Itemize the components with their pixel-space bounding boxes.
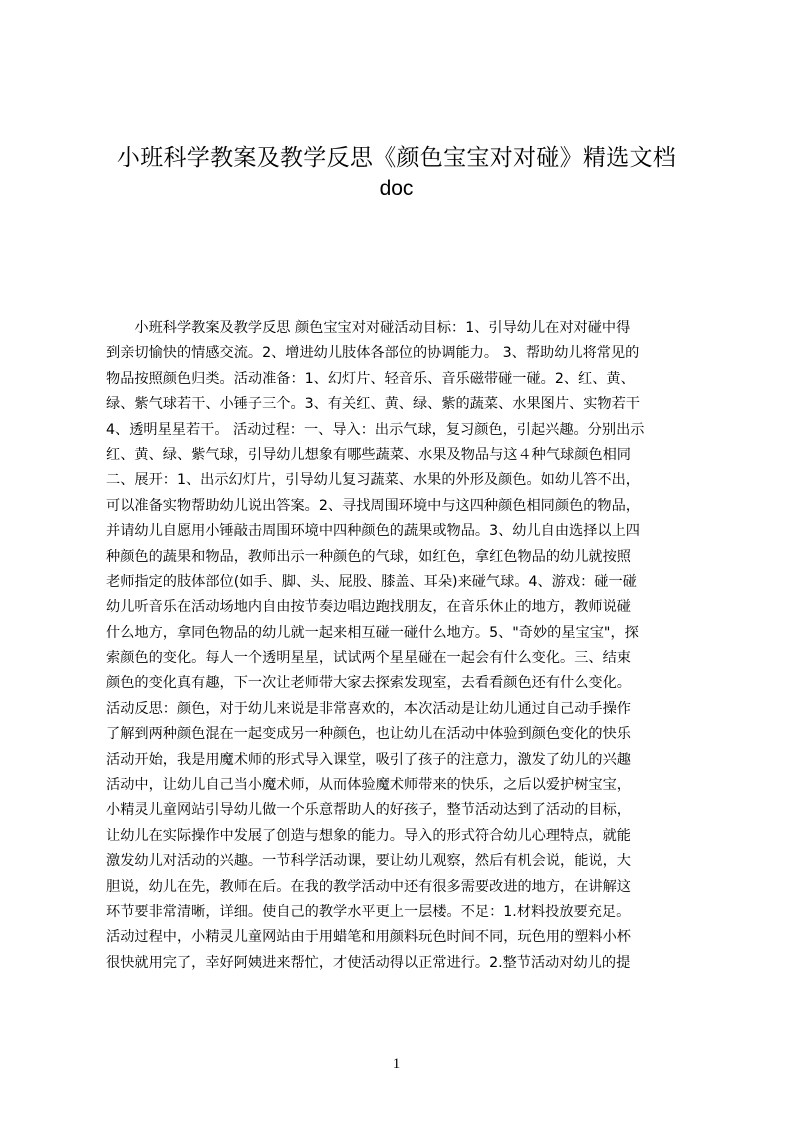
text-line: 绿、紫气球若干、小锤子三个。3、有关红、黄、绿、紫的蔬菜、水果图片、实物若干: [106, 396, 640, 413]
text-line: 小班科学教案及教学反思 颜色宝宝对对碰活动目标：1、引导幼儿在对对碰中得: [106, 320, 631, 336]
text-line: 并请幼儿自愿用小锤敲击周围环境中四种颜色的蔬果或物品。3、幼儿自由选择以上四: [106, 523, 640, 540]
text-line: 活动过程中，小精灵儿童网站由于用蜡笔和用颜料玩色时间不同，玩色用的塑料小杯: [106, 929, 631, 946]
title-line-2: doc: [379, 177, 414, 200]
text-line: 种颜色的蔬果和物品，教师出示一种颜色的气球，如红色，拿红色物品的幼儿就按照: [106, 548, 631, 565]
text-line: 激发幼儿对活动的兴趣。一节科学活动课，要让幼儿观察，然后有机会说，能说，大: [106, 853, 631, 870]
text-line: 让幼儿在实际操作中发展了创造与想象的能力。导入的形式符合幼儿心理特点，就能: [106, 827, 631, 844]
text-line: 物品按照颜色归类。活动准备：1、幻灯片、轻音乐、音乐磁带碰一碰。2、红、黄、: [106, 370, 635, 387]
text-line: 老师指定的肢体部位(如手、脚、头、屁股、膝盖、耳朵)来碰气球。4、游戏：碰一碰: [106, 573, 637, 590]
text-line: 颜色的变化真有趣，下一次让老师带大家去探索发现室，去看看颜色还有什么变化。: [106, 675, 631, 692]
text-line: 活动反思：颜色，对于幼儿来说是非常喜欢的，本次活动是让幼儿通过自己动手操作: [106, 700, 631, 717]
text-line: 红、黄、绿、紫气球，引导幼儿想象有哪些蔬菜、水果及物品与这４种气球颜色相同: [106, 446, 631, 463]
text-line: 索颜色的变化。每人一个透明星星，试试两个星星碰在一起会有什么变化。三、结束: [106, 650, 631, 667]
text-line: 可以准备实物帮助幼儿说出答案。2、寻找周围环境中与这四种颜色相同颜色的物品，: [106, 497, 640, 514]
body-paragraph: [106, 316, 696, 976]
text-line: 环节要非常清晰，详细。使自己的教学水平更上一层楼。不足：1.材料投放要充足。: [106, 903, 631, 920]
text-line: 了解到两种颜色混在一起变成另一种颜色，也让幼儿在活动中体验到颜色变化的快乐: [106, 726, 631, 743]
text-line: 活动中，让幼儿自己当小魔术师，从而体验魔术师带来的快乐，之后以爱护树宝宝，: [106, 777, 631, 794]
title-line-1: 小班科学教案及教学反思《颜色宝宝对对碰》精选文档: [116, 145, 677, 171]
text-line: 什么地方，拿同色物品的幼儿就一起来相互碰一碰什么地方。5、"奇妙的星宝宝"，探: [106, 624, 639, 641]
text-line: 很快就用完了，幸好阿姨进来帮忙，才使活动得以正常进行。2.整节活动对幼儿的提: [106, 954, 631, 971]
text-line: 到亲切愉快的情感交流。2、增进幼儿肢体各部位的协调能力。 3、帮助幼儿将常见的: [106, 345, 640, 362]
document-title: [100, 143, 693, 204]
text-line: 活动开始，我是用魔术师的形式导入课堂，吸引了孩子的注意力，激发了幼儿的兴趣: [106, 751, 631, 768]
text-line: 二、展开：1、出示幻灯片，引导幼儿复习蔬菜、水果的外形及颜色。如幼儿答不出，: [106, 472, 640, 489]
text-line: 4、透明星星若干。 活动过程：一、导入：出示气球，复习颜色，引起兴趣。分别出示: [106, 421, 645, 438]
text-line: 幼儿听音乐在活动场地内自由按节奏边唱边跑找朋友，在音乐休止的地方，教师说碰: [106, 599, 631, 616]
page-number: 1: [392, 1056, 401, 1072]
text-line: 胆说，幼儿在先，教师在后。在我的教学活动中还有很多需要改进的地方，在讲解这: [106, 878, 631, 895]
text-line: 小精灵儿童网站引导幼儿做一个乐意帮助人的好孩子，整节活动达到了活动的目标，: [106, 802, 631, 819]
